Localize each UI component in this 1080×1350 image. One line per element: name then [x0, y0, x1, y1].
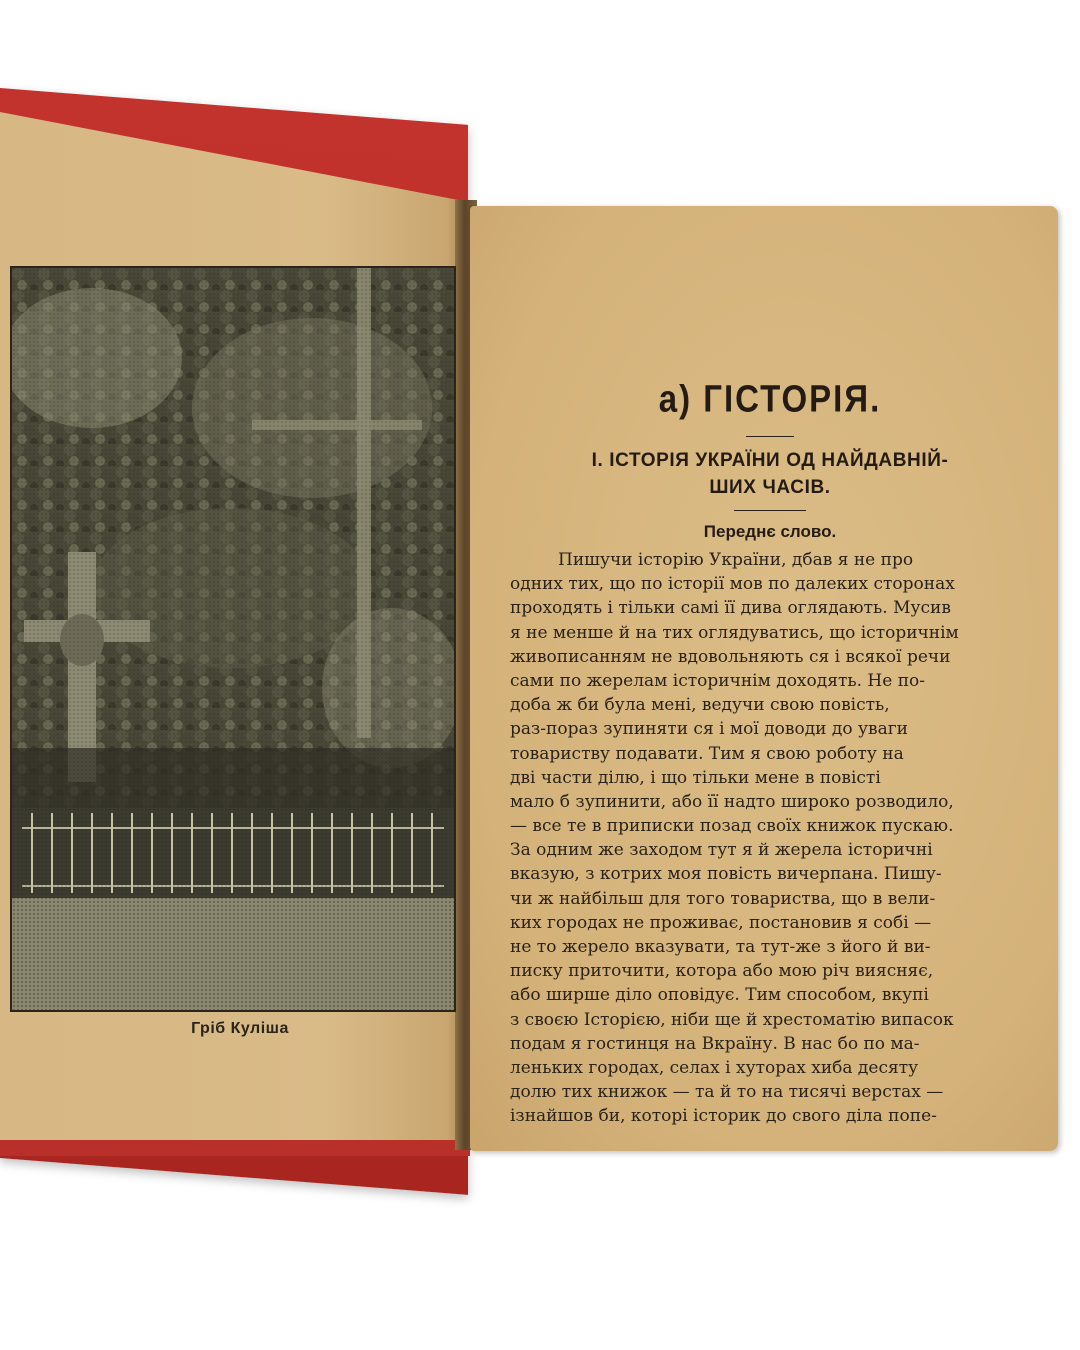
chapter-title-line: ШИХ ЧАСІВ.: [709, 477, 831, 498]
body-line: ких городах не проживає, постановив я собі —: [510, 912, 932, 933]
foreword-body: [510, 548, 1030, 1129]
body-line: дві части ділю, і що тільки мене в повісті: [510, 767, 881, 788]
grave-photograph: [10, 266, 456, 1012]
chapter-title-line: І. ІСТОРІЯ УКРАЇНИ ОД НАЙДАВНІЙ-: [591, 450, 949, 471]
title-divider: [746, 436, 794, 437]
body-line: раз-пораз зупиняти ся і мої доводи до уваги: [510, 719, 908, 740]
body-line: леньких городах, селах і хуторах хиба десяту: [510, 1057, 919, 1078]
plate-caption: Гріб Куліша: [191, 1020, 289, 1037]
body-line: або ширше діло оповідує. Тим способом, вкупі: [510, 985, 929, 1006]
body-line: живописанням не вдовольняють ся і всякої речи: [510, 646, 951, 667]
body-line: За одним же заходом тут я й жерела історичні: [510, 840, 933, 861]
right-page-text: [510, 377, 1030, 1129]
section-title: а) ГІСТОРІЯ.: [658, 377, 882, 420]
chapter-divider: [734, 510, 806, 511]
body-line: не то жерело вказувати, та тут-же з його й ви-: [510, 937, 931, 957]
body-line: мало б зупинити, або її надто широко розводило,: [510, 791, 954, 812]
body-line: одних тих, що по історії мов по далеких сторонах: [510, 574, 955, 595]
body-line: подам я гостинця на Вкраїну. В нас бо по ма-: [510, 1033, 920, 1054]
body-line: вказую, з котрих моя повість вичерпана. Пишу-: [510, 864, 942, 885]
body-line: ізнайшов би, которі історик до свого діла попе-: [510, 1106, 937, 1127]
body-line: товариству подавати. Тим я свою роботу на: [510, 743, 904, 764]
foreword-heading: Переднє слово.: [703, 522, 837, 541]
chapter-title: [510, 447, 1030, 501]
body-line: проходять і тільки самі її дива оглядають. Мусив: [510, 598, 951, 619]
cover-bottom-edge: [0, 1140, 470, 1156]
body-line: долю тих книжок — та й то на тисячі верстах —: [510, 1082, 944, 1103]
body-line: доба ж би була мені, ведучи свою повість,: [510, 695, 890, 716]
body-line: писку приточити, котора або мою річ виясняє,: [510, 961, 934, 982]
body-line: з своєю Історією, ніби ще й хрестоматію випасок: [510, 1009, 954, 1030]
body-line: я не менше й на тих оглядуватись, що історичнім: [510, 622, 959, 643]
body-line: сами по жерелам історичнім доходять. Не по-: [510, 670, 926, 691]
body-line: Пишучи історію України, дбав я не про: [558, 550, 914, 570]
body-line: — все те в приписки позад своїх книжок пускаю.: [510, 816, 954, 837]
body-line: чи ж найбільш для того товариства, що в вели-: [510, 888, 936, 909]
